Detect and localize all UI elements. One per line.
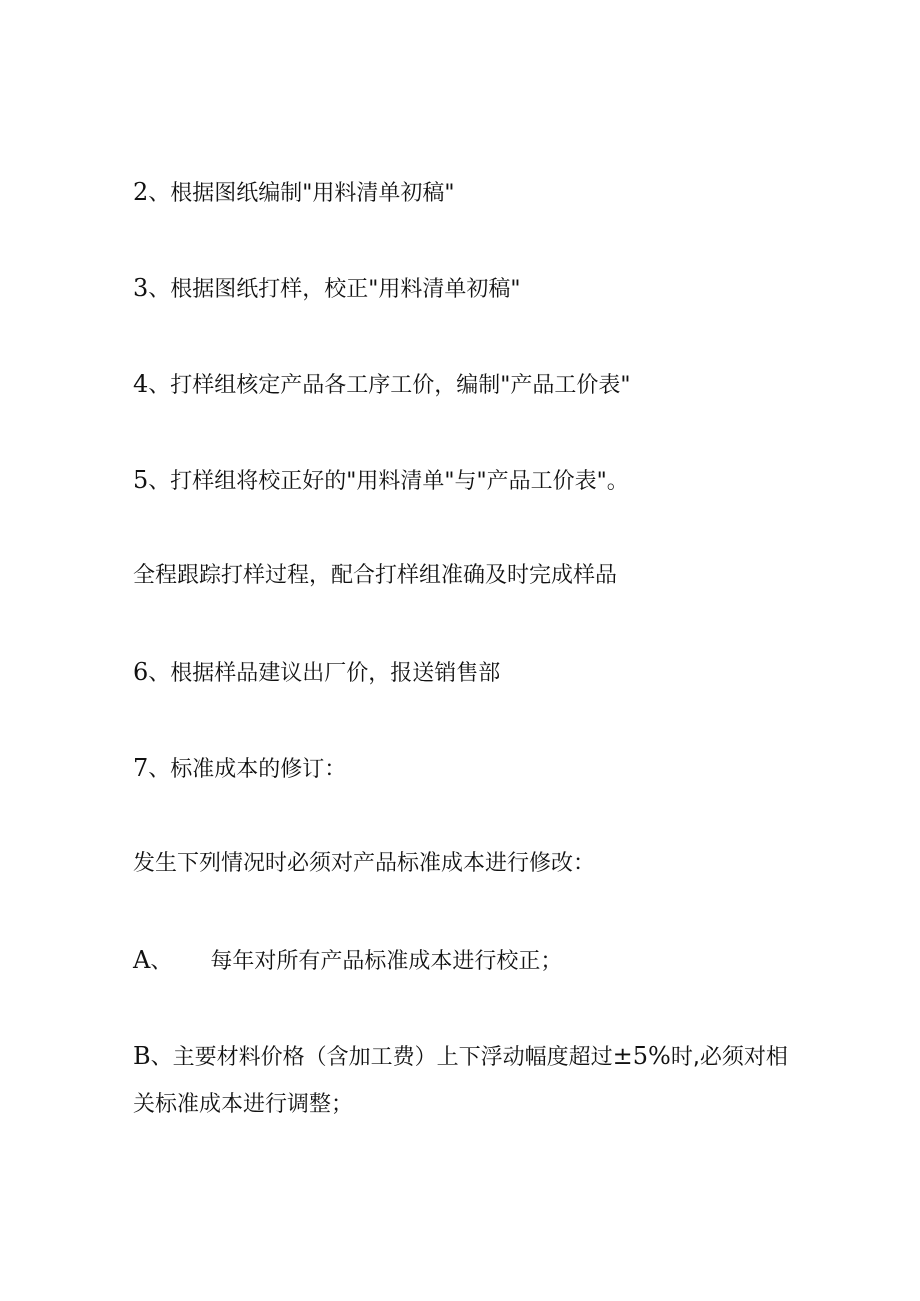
item-number: 7	[133, 754, 149, 782]
paragraph-text: 、根据样品建议出厂价，报送销售部	[148, 661, 501, 686]
paragraph-item-b-continued	[133, 1090, 353, 1120]
paragraph-item-3	[133, 273, 521, 305]
paragraph-text: 、主要材料价格（含加工费）上下浮动幅度超过	[150, 1045, 613, 1070]
item-letter: A	[133, 946, 151, 974]
paragraph-item-5	[133, 465, 629, 497]
paragraph-item-6	[133, 657, 500, 689]
paragraph-item-b	[133, 1041, 788, 1073]
paragraph-text: 、打样组核定产品各工序工价，编制"产品工价表"	[148, 373, 631, 398]
item-number: 3	[133, 274, 149, 302]
item-number: 2	[133, 178, 149, 206]
paragraph-text: 全程跟踪打样过程，配合打样组准确及时完成样品	[133, 563, 618, 588]
paragraph-text: 、根据图纸编制"用料清单初稿"	[148, 181, 455, 206]
item-number: 5	[133, 466, 149, 494]
paragraph-text: 、标准成本的修订：	[148, 757, 347, 782]
paragraph-text: 每年对所有产品标准成本进行校正；	[210, 949, 563, 974]
paragraph-text-cont: 时,必须对相	[670, 1045, 788, 1070]
paragraph-text: 发生下列情况时必须对产品标准成本进行修改：	[133, 851, 596, 876]
paragraph-conditions	[133, 849, 595, 879]
paragraph-text: 关标准成本进行调整；	[133, 1092, 354, 1117]
percent-symbol: ±5%	[612, 1042, 671, 1070]
paragraph-item-2	[133, 177, 455, 209]
item-number: 6	[133, 658, 149, 686]
paragraph-item-4	[133, 369, 631, 401]
paragraph-item-a	[133, 945, 562, 977]
item-number: 4	[133, 370, 149, 398]
paragraph-text: 、根据图纸打样，校正"用料清单初稿"	[148, 277, 521, 302]
item-letter: B	[133, 1042, 151, 1070]
paragraph-tracking	[133, 561, 617, 591]
paragraph-separator: 、	[150, 949, 173, 974]
paragraph-item-7	[133, 753, 346, 785]
paragraph-text: 、打样组将校正好的"用料清单"与"产品工价表"。	[148, 469, 629, 494]
